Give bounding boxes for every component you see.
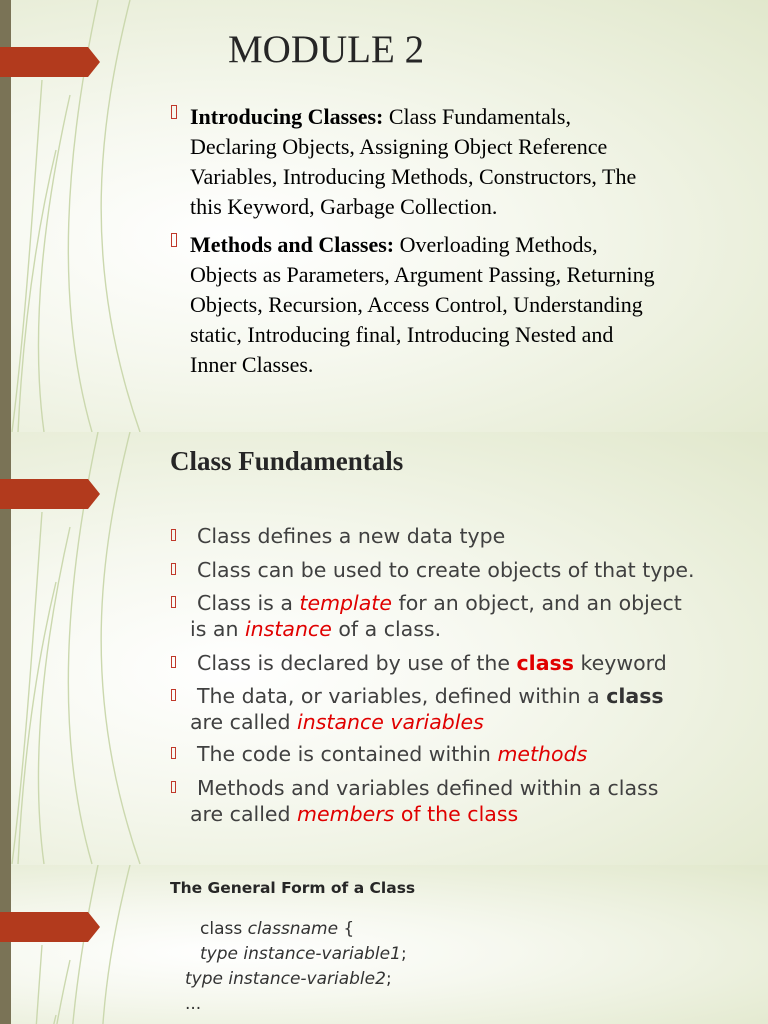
bullet-item [190, 741, 587, 767]
bullet-line: Objects as Parameters, Argument Passing, Returning [190, 262, 655, 287]
bullet-line: Class can be used to create objects of that type. [197, 558, 695, 582]
emphasis-text: instance variables [297, 710, 484, 734]
slide-title: Class Fundamentals [170, 446, 404, 476]
code-line [185, 967, 392, 992]
bullet-line: Inner Classes. [190, 352, 314, 377]
emphasis-text: members [297, 802, 395, 826]
bullet-lead: Methods and Classes: [190, 232, 395, 257]
bullet-item [190, 683, 664, 735]
bullet-text: is an [190, 617, 245, 641]
bullet-line [190, 709, 664, 735]
bullet-line [190, 650, 667, 676]
code-punct: { [338, 919, 355, 939]
bullet-item [190, 523, 505, 549]
bullet-item [190, 557, 695, 583]
code-line: ... [185, 994, 202, 1014]
emphasis-text: methods [497, 742, 588, 766]
bullet-line [190, 741, 587, 767]
bullet-text: of a class. [331, 617, 442, 641]
bullet-line: Declaring Objects, Assigning Object Reference [190, 134, 608, 159]
bullet-line: Objects, Recursion, Access Control, Understanding [190, 292, 643, 317]
code-placeholder: type instance-variable2 [185, 969, 386, 989]
bullet-text: keyword [573, 651, 667, 675]
bullet-line: Class defines a new data type [197, 524, 506, 548]
slide-1 [0, 0, 768, 432]
bullet-line: Variables, Introducing Methods, Constructors, The [190, 164, 637, 189]
bullet-icon [171, 781, 176, 793]
bullet-item [190, 230, 655, 380]
slide-title: MODULE 2 [228, 28, 425, 71]
bullet-text: are called [190, 710, 298, 734]
bullet-text: Class is a [197, 591, 300, 615]
keyword-text: class [606, 684, 664, 708]
bullet-icon [171, 596, 176, 608]
bullet-line [190, 230, 655, 260]
bullet-text: The data, or variables, defined within a [197, 684, 607, 708]
bullet-icon [171, 747, 176, 759]
bullet-icon [171, 105, 177, 119]
bullet-text: Overloading Methods, [399, 232, 598, 257]
bullet-item [190, 590, 682, 642]
code-punct: ; [385, 969, 392, 989]
bullet-item [190, 775, 658, 827]
bullet-line: static, Introducing final, Introducing Nested and [190, 322, 614, 347]
bullet-text: are called [190, 802, 298, 826]
keyword-text: class [516, 651, 574, 675]
bullet-item [190, 102, 636, 222]
code-line [200, 942, 407, 967]
bullet-line [190, 102, 636, 132]
code-keyword: class [200, 919, 248, 939]
slide-3 [0, 865, 768, 1024]
slide-2 [0, 432, 768, 865]
arrow-marker-icon [0, 912, 100, 942]
bullet-line: this Keyword, Garbage Collection. [190, 194, 498, 219]
bullet-icon [171, 529, 176, 541]
bullet-text: for an object, and an object [391, 591, 682, 615]
bullet-line [190, 801, 658, 827]
bullet-icon [171, 563, 176, 575]
decorative-curves [0, 865, 170, 1024]
code-punct: ; [400, 944, 407, 964]
bullet-icon [171, 689, 176, 701]
bullet-text: Class is declared by use of the [197, 651, 517, 675]
slide-heading: The General Form of a Class [170, 879, 416, 897]
bullet-lead: Introducing Classes: [190, 104, 384, 129]
arrow-marker-icon [0, 47, 100, 77]
bullet-item [190, 650, 667, 676]
code-placeholder: type instance-variable1 [200, 944, 401, 964]
bullet-icon [171, 233, 177, 247]
code-placeholder: classname [247, 919, 339, 939]
bullet-line: Methods and variables defined within a class [197, 776, 659, 800]
emphasis-text: instance [244, 617, 332, 641]
bullet-line [190, 616, 682, 642]
emphasis-text: template [299, 591, 392, 615]
bullet-line [190, 683, 664, 709]
bullet-text: The code is contained within [197, 742, 498, 766]
bullet-icon [171, 656, 176, 668]
emphasis-text: of the class [394, 802, 519, 826]
bullet-line [190, 590, 682, 616]
code-line [200, 917, 354, 942]
arrow-marker-icon [0, 479, 100, 509]
bullet-text: Class Fundamentals, [388, 104, 571, 129]
